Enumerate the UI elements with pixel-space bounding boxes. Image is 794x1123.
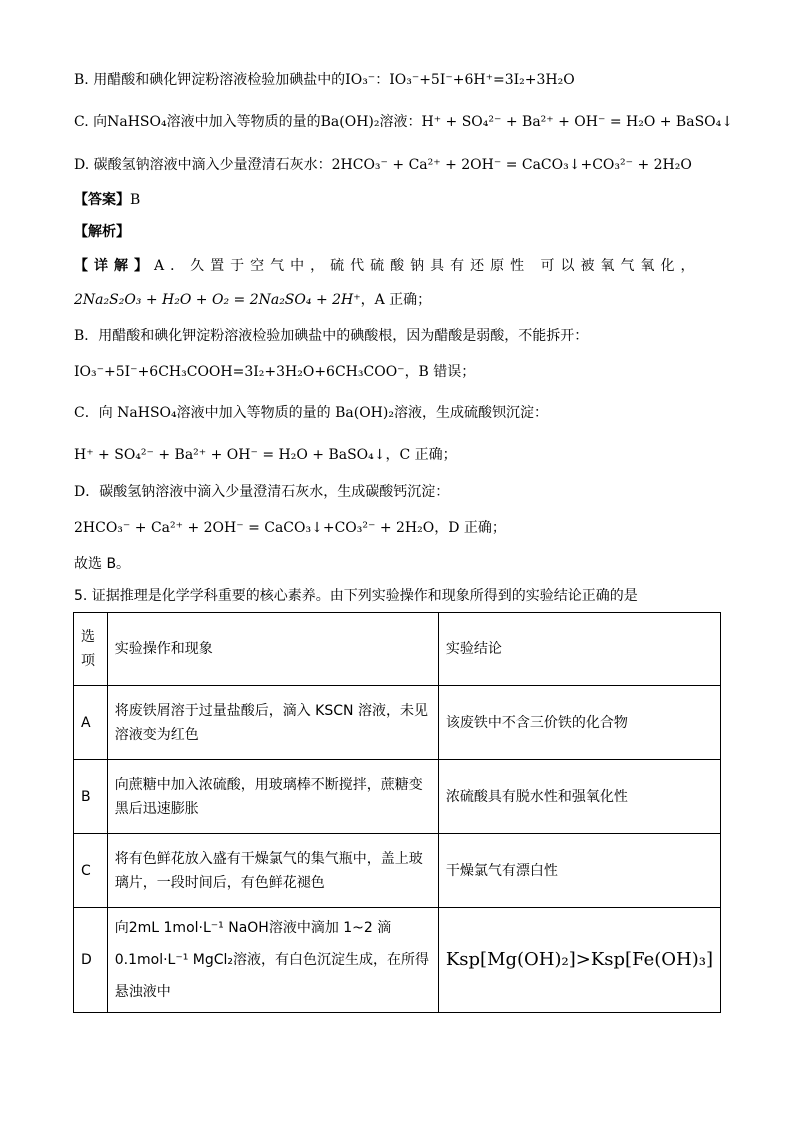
detail-b-equation-line xyxy=(74,362,475,382)
header-conclusion: 实验结论 xyxy=(438,613,720,686)
detail-d-equation-line xyxy=(74,518,506,538)
header-option: 选项 xyxy=(74,613,108,686)
detail-b-end: ，B 错误； xyxy=(404,364,476,380)
row-b-option: B xyxy=(74,760,108,834)
option-d-line: D. 碳酸氢钠溶液中滴入少量澄清石灰水：2HCO₃⁻ + Ca²⁺ + 2OH⁻ = CaCO₃↓+CO₃²⁻ + 2H₂O xyxy=(74,157,692,173)
detail-a-equation: 2Na₂S₂O₃ + H₂O + O₂ = 2Na₂SO₄ + 2H⁺ xyxy=(74,292,361,308)
option-c-prefix: C. 向 xyxy=(74,114,108,130)
option-c-base: Ba(OH)₂ xyxy=(320,114,380,130)
row-c-conclusion: 干燥氯气有漂白性 xyxy=(438,834,720,908)
row-c-option: C xyxy=(74,834,108,908)
table-header-row xyxy=(74,613,721,686)
detail-d-line: D．碳酸氢钠溶液中滴入少量澄清石灰水，生成碳酸钙沉淀： xyxy=(74,484,450,500)
detail-a-equation-line xyxy=(74,290,431,310)
row-b-operation: 向蔗糖中加入浓硫酸，用玻璃棒不断搅拌，蔗糖变黑后迅速膨胀 xyxy=(107,760,438,834)
detail-d-equation: 2HCO₃⁻ + Ca²⁺ + 2OH⁻ = CaCO₃↓+CO₃²⁻ + 2H₂O xyxy=(74,520,435,536)
detail-c-equation: H⁺ + SO₄²⁻ + Ba²⁺ + OH⁻ = H₂O + BaSO₄↓ xyxy=(74,447,386,463)
analysis-tag xyxy=(74,222,130,242)
row-a-conclusion: 该废铁中不含三价铁的化合物 xyxy=(438,686,720,760)
answer-line xyxy=(74,190,140,210)
detail-c-equation-line xyxy=(74,445,457,465)
table-row xyxy=(74,908,721,1013)
detail-d-end: ，D 正确； xyxy=(434,520,506,536)
question5-stem: 5. 证据推理是化学学科重要的核心素养。由下列实验操作和现象所得到的实验结论正确的是 xyxy=(74,588,638,604)
option-c-equation: 溶液：H⁺ + SO₄²⁻ + Ba²⁺ + OH⁻ = H₂O + BaSO₄↓ xyxy=(379,114,733,130)
detail-a-line xyxy=(74,256,701,276)
detail-c-line: C．向 NaHSO₄溶液中加入等物质的量的 Ba(OH)₂溶液，生成硫酸钡沉淀： xyxy=(74,405,548,421)
row-a-operation: 将废铁屑溶于过量盐酸后，滴入 KSCN 溶液，未见溶液变为红色 xyxy=(107,686,438,760)
detail-a-end: ，A 正确； xyxy=(360,292,432,308)
row-a-option: A xyxy=(74,686,108,760)
option-b-line: B. 用醋酸和碘化钾淀粉溶液检验加碘盐中的IO₃⁻：IO₃⁻+5I⁻+6H⁺=3I₂+3H₂O xyxy=(74,72,575,88)
detail-b-line: B．用醋酸和碘化钾淀粉溶液检验加碘盐中的碘酸根，因为醋酸是弱酸，不能拆开： xyxy=(74,328,589,344)
row-d-operation-line1: 向2mL 1mol·L⁻¹ NaOH溶液中滴加 1~2 滴 xyxy=(114,920,392,936)
detail-b-equation: IO₃⁻+5I⁻+6CH₃COOH=3I₂+3H₂O+6CH₃COO⁻ xyxy=(74,364,405,380)
row-b-conclusion: 浓硫酸具有脱水性和强氧化性 xyxy=(438,760,720,834)
option-c-reagent: NaHSO₄ xyxy=(107,114,167,130)
row-d-operation xyxy=(107,908,438,1013)
experiment-table xyxy=(73,612,721,1013)
header-operation: 实验操作和现象 xyxy=(107,613,438,686)
option-c-line xyxy=(74,112,733,132)
table-row xyxy=(74,834,721,908)
row-d-conclusion: Ksp[Mg(OH)₂]>Ksp[Fe(OH)₃] xyxy=(438,908,720,1013)
option-c-mid: 溶液中加入等物质的量的 xyxy=(166,114,321,130)
answer-tag: 【答案】 xyxy=(74,192,130,208)
table-row xyxy=(74,686,721,760)
detail-c-end: ，C 正确； xyxy=(385,447,457,463)
answer-value: B xyxy=(130,192,141,208)
detail-tag: 【详解】 xyxy=(74,258,154,274)
row-d-option: D xyxy=(74,908,108,1013)
analysis-tag-text: 【解析】 xyxy=(74,224,130,240)
row-d-operation-line2: 0.1mol·L⁻¹ MgCl₂溶液，有白色沉淀生成，在所得悬浊液中 xyxy=(114,952,430,1000)
detail-a-text: A．久置于空气中，硫代硫酸钠具有还原性 可以被氧气氧化， xyxy=(154,258,701,274)
row-c-operation: 将有色鲜花放入盛有干燥氯气的集气瓶中，盖上玻璃片，一段时间后，有色鲜花褪色 xyxy=(107,834,438,908)
conclusion-line: 故选 B。 xyxy=(74,556,131,572)
table-row xyxy=(74,760,721,834)
